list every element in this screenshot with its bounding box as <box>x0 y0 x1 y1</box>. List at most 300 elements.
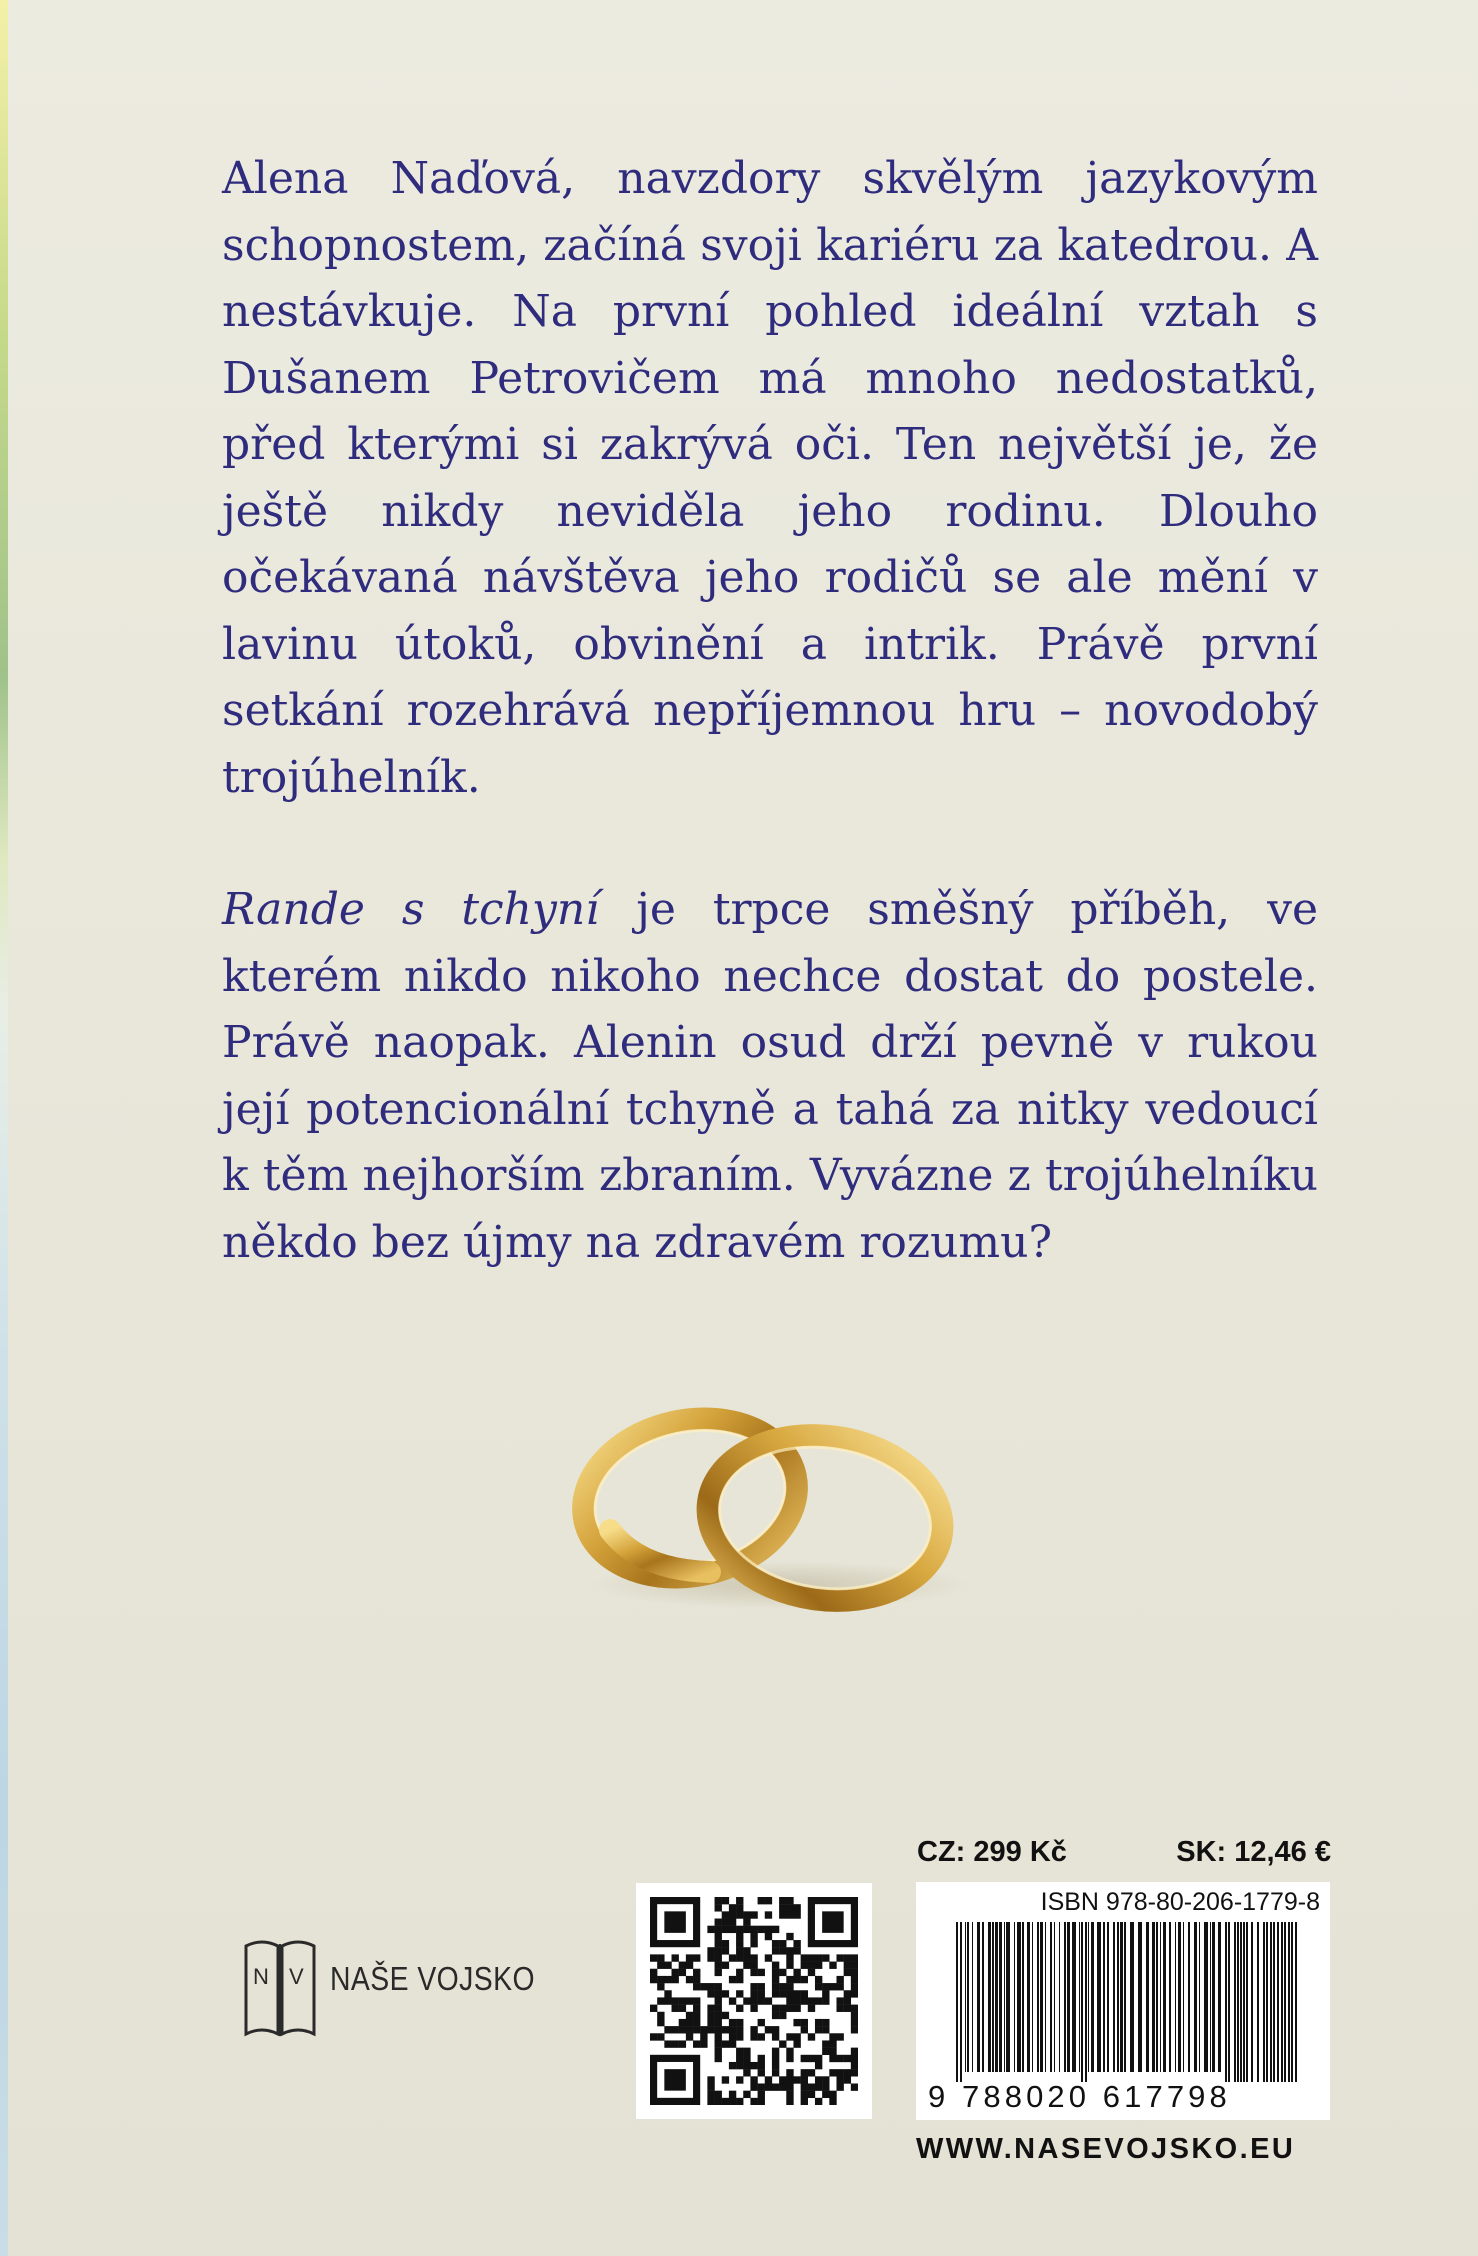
qr-module <box>700 1983 707 1990</box>
qr-module <box>736 1976 743 1983</box>
qr-module <box>772 2083 779 2090</box>
qr-module <box>786 1954 793 1961</box>
qr-module <box>722 1919 729 1926</box>
qr-module <box>786 2055 793 2062</box>
qr-module <box>765 1997 772 2004</box>
qr-module <box>765 2076 772 2083</box>
qr-module <box>808 2091 815 2098</box>
qr-module <box>693 2026 700 2033</box>
barcode-bar <box>1081 1922 1083 2082</box>
qr-module <box>815 2083 822 2090</box>
book-title-inline: Rande s tchyní <box>222 884 600 935</box>
qr-module <box>801 2069 808 2076</box>
qr-module <box>851 1954 858 1961</box>
qr-module <box>829 2098 836 2105</box>
barcode-bar <box>967 1922 969 2072</box>
barcode-bar <box>1251 1922 1253 2082</box>
qr-module <box>693 1983 700 1990</box>
back-cover-blurb <box>222 146 1318 1276</box>
barcode-bar <box>1175 1922 1176 2072</box>
qr-module <box>844 2055 851 2062</box>
qr-module <box>779 1904 786 1911</box>
qr-module <box>758 2069 765 2076</box>
qr-module <box>736 2098 743 2105</box>
qr-module <box>657 1976 664 1983</box>
barcode-bar <box>1240 1922 1242 2082</box>
qr-module <box>772 2069 779 2076</box>
qr-module <box>693 1976 700 1983</box>
qr-module <box>772 1976 779 1983</box>
qr-module <box>679 2005 686 2012</box>
qr-module <box>772 2048 779 2055</box>
qr-module <box>808 1969 815 1976</box>
qr-module <box>793 1990 800 1997</box>
qr-module <box>729 2062 736 2069</box>
qr-module <box>736 2048 743 2055</box>
qr-module <box>779 2040 786 2047</box>
barcode-bar <box>1064 1922 1066 2072</box>
qr-module <box>815 2098 822 2105</box>
qr-module <box>844 1997 851 2004</box>
qr-module <box>736 2019 743 2026</box>
qr-module <box>779 1911 786 1918</box>
qr-module <box>765 2026 772 2033</box>
barcode-bar <box>1037 1922 1039 2072</box>
qr-module <box>736 1897 743 1904</box>
barcode-bar <box>1156 1922 1158 2072</box>
barcode-bar <box>1277 1922 1279 2082</box>
qr-module <box>801 1990 808 1997</box>
barcode-bar <box>1183 1922 1184 2072</box>
qr-module <box>786 2083 793 2090</box>
qr-module <box>808 2083 815 2090</box>
barcode-bar <box>1263 1922 1265 2082</box>
qr-module <box>715 2055 722 2062</box>
barcode-bar <box>1228 1922 1230 2082</box>
barcode-bar <box>1288 1922 1290 2082</box>
qr-module <box>758 2019 765 2026</box>
qr-module <box>808 2055 815 2062</box>
barcode-bar <box>1027 1922 1030 2072</box>
qr-module <box>715 2026 722 2033</box>
qr-module <box>679 2019 686 2026</box>
barcode-bar <box>995 1922 998 2072</box>
qr-module <box>829 2069 836 2076</box>
qr-module <box>722 1940 729 1947</box>
qr-code <box>636 1883 872 2119</box>
barcode-bar <box>1138 1922 1142 2072</box>
barcode-bar <box>1004 1922 1005 2072</box>
qr-module <box>729 1904 736 1911</box>
qr-module <box>808 2033 815 2040</box>
qr-module <box>729 2040 736 2047</box>
barcode-bar <box>1204 1922 1208 2072</box>
qr-module <box>729 2026 736 2033</box>
qr-module <box>786 1962 793 1969</box>
qr-module <box>736 1926 743 1933</box>
qr-module <box>722 1990 729 1997</box>
qr-module <box>707 1990 714 1997</box>
qr-module <box>679 1969 686 1976</box>
barcode-bar <box>965 1922 966 2072</box>
barcode-bar <box>1188 1922 1190 2072</box>
barcode-bar <box>1085 1922 1087 2082</box>
qr-module <box>722 2026 729 2033</box>
qr-module <box>693 1954 700 1961</box>
barcode-bar <box>1199 1922 1200 2072</box>
qr-module <box>715 1990 722 1997</box>
barcode-bar <box>1270 1922 1272 2082</box>
qr-module <box>815 2019 822 2026</box>
qr-module <box>743 1926 750 1933</box>
qr-module <box>765 1933 772 1940</box>
qr-module <box>743 1919 750 1926</box>
barcode-bar <box>1097 1922 1101 2072</box>
qr-module <box>715 1954 722 1961</box>
qr-module <box>672 1976 679 1983</box>
qr-module <box>765 1897 772 1904</box>
qr-module <box>786 1911 793 1918</box>
barcode-bar <box>1246 1922 1248 2082</box>
barcode-bar <box>1022 1922 1024 2072</box>
qr-module <box>686 2012 693 2019</box>
qr-module <box>750 1962 757 1969</box>
qr-module <box>815 1962 822 1969</box>
qr-module <box>844 2076 851 2083</box>
qr-module <box>686 2019 693 2026</box>
qr-module <box>836 2069 843 2076</box>
qr-module <box>829 2048 836 2055</box>
barcode-bar <box>1120 1922 1123 2072</box>
qr-module <box>815 2062 822 2069</box>
qr-module <box>815 2076 822 2083</box>
qr-module <box>793 1947 800 1954</box>
qr-module <box>758 1997 765 2004</box>
qr-module <box>664 2026 671 2033</box>
barcode-bar <box>1163 1922 1166 2072</box>
qr-module <box>801 1954 808 1961</box>
qr-module <box>729 1954 736 1961</box>
qr-module <box>793 1940 800 1947</box>
price-sk: SK: 12,46 € <box>1176 1836 1331 1868</box>
qr-module <box>743 1962 750 1969</box>
qr-module <box>793 2005 800 2012</box>
qr-module <box>672 1954 679 1961</box>
barcode-bar <box>1295 1922 1297 2082</box>
barcode-bar <box>1237 1922 1239 2082</box>
barcode-bar <box>1234 1922 1236 2082</box>
qr-module <box>657 2019 664 2026</box>
qr-module <box>729 1997 736 2004</box>
qr-module <box>722 2040 729 2047</box>
qr-module <box>822 1997 829 2004</box>
qr-module <box>815 1983 822 1990</box>
qr-module <box>722 1926 729 1933</box>
barcode-bar <box>992 1922 994 2072</box>
qr-module <box>786 1976 793 1983</box>
qr-module <box>672 2005 679 2012</box>
barcode-bar <box>1017 1922 1021 2072</box>
qr-module <box>786 2098 793 2105</box>
qr-module <box>722 1911 729 1918</box>
barcode-bar <box>1194 1922 1197 2072</box>
qr-module <box>707 1947 714 1954</box>
qr-module <box>779 2076 786 2083</box>
barcode-bar <box>1225 1922 1227 2082</box>
barcode-bar <box>1284 1922 1286 2082</box>
qr-module <box>715 2048 722 2055</box>
qr-module <box>779 2012 786 2019</box>
qr-module <box>657 2012 664 2019</box>
barcode-bar <box>1006 1922 1010 2072</box>
barcode-bar <box>1273 1922 1275 2082</box>
barcode-bar <box>1050 1922 1052 2072</box>
publisher-name: NAŠE VOJSKO <box>330 1960 536 1997</box>
qr-module <box>750 1990 757 1997</box>
barcode-bar <box>1152 1922 1155 2072</box>
qr-module <box>715 2019 722 2026</box>
qr-module <box>715 2005 722 2012</box>
qr-module <box>672 2026 679 2033</box>
qr-module <box>786 2033 793 2040</box>
qr-module <box>779 2005 786 2012</box>
svg-text:V: V <box>289 1964 304 1989</box>
blurb-paragraph-1: Alena Naďová, navzdory skvělým jazykovým schopnostem, začíná svoji kariéru za katedrou. A nestávkuje. Na první pohled ideální vztah s Dušanem Petrovičem má mnoho nedostatků, před kterými si zakrývá oči. Ten největší je, že ještě nikdy neviděla jeho rodinu. Dlouho očekávaná návštěva jeho rodičů se ale mění v lavinu útoků, obvinění a intrik. Právě první setkání rozehrává nepříjemnou hru – novodobý trojúhelník. <box>222 153 1318 803</box>
qr-module <box>779 2083 786 2090</box>
qr-module <box>801 1962 808 1969</box>
qr-finder <box>664 2069 686 2091</box>
qr-module <box>758 2098 765 2105</box>
qr-module <box>736 1940 743 1947</box>
qr-module <box>772 1983 779 1990</box>
qr-module <box>743 1947 750 1954</box>
qr-module <box>786 2091 793 2098</box>
barcode-bar <box>972 1922 973 2072</box>
wedding-rings-image <box>570 1380 990 1620</box>
qr-module <box>715 1969 722 1976</box>
qr-module <box>822 2048 829 2055</box>
qr-module <box>844 1969 851 1976</box>
qr-module <box>772 1962 779 1969</box>
qr-module <box>851 2012 858 2019</box>
qr-module <box>679 2026 686 2033</box>
qr-module <box>758 2033 765 2040</box>
qr-module <box>700 2026 707 2033</box>
qr-module <box>808 1954 815 1961</box>
qr-module <box>743 2055 750 2062</box>
qr-module <box>851 2069 858 2076</box>
qr-module <box>693 2040 700 2047</box>
qr-module <box>736 2055 743 2062</box>
barcode-bar <box>1130 1922 1134 2072</box>
qr-module <box>822 2091 829 2098</box>
qr-module <box>851 1976 858 1983</box>
barcode-bar <box>1107 1922 1109 2072</box>
qr-module <box>808 2005 815 2012</box>
barcode-bar <box>1072 1922 1076 2072</box>
qr-module <box>715 2091 722 2098</box>
qr-module <box>715 1919 722 1926</box>
barcode-bar <box>1124 1922 1126 2072</box>
qr-module <box>786 1997 793 2004</box>
barcode-bar <box>1059 1922 1060 2072</box>
qr-module <box>822 1983 829 1990</box>
qr-module <box>750 1969 757 1976</box>
qr-module <box>801 2098 808 2105</box>
qr-module <box>844 2069 851 2076</box>
qr-module <box>772 2026 779 2033</box>
barcode-bar <box>1103 1922 1105 2072</box>
qr-module <box>758 1983 765 1990</box>
blurb-paragraph-2 <box>222 877 1318 1276</box>
qr-module <box>743 2069 750 2076</box>
qr-module <box>736 1933 743 1940</box>
qr-module <box>657 1983 664 1990</box>
barcode-bar <box>1014 1922 1015 2072</box>
qr-module <box>686 1997 693 2004</box>
qr-module <box>715 1904 722 1911</box>
qr-module <box>836 2083 843 2090</box>
qr-module <box>707 2098 714 2105</box>
barcode-bar <box>999 1922 1002 2072</box>
qr-module <box>750 2026 757 2033</box>
qr-module <box>715 1940 722 1947</box>
qr-module <box>715 2040 722 2047</box>
qr-module <box>750 2005 757 2012</box>
isbn-barcode <box>916 1882 1330 2120</box>
qr-module <box>650 1969 657 1976</box>
barcode-bar <box>977 1922 980 2072</box>
qr-module <box>750 1926 757 1933</box>
qr-module <box>793 1976 800 1983</box>
qr-module <box>700 2033 707 2040</box>
qr-module <box>715 2033 722 2040</box>
cover-edge-strip <box>0 0 8 2256</box>
qr-module <box>801 2083 808 2090</box>
qr-module <box>707 1926 714 1933</box>
qr-module <box>750 2098 757 2105</box>
qr-module <box>736 2033 743 2040</box>
qr-module <box>772 1990 779 1997</box>
qr-module <box>772 2012 779 2019</box>
qr-module <box>707 2005 714 2012</box>
barcode-bar <box>1054 1922 1055 2072</box>
qr-module <box>844 2005 851 2012</box>
barcode-bar <box>1117 1922 1119 2072</box>
qr-module <box>722 1897 729 1904</box>
qr-module <box>786 1990 793 1997</box>
qr-module <box>729 1926 736 1933</box>
qr-module <box>815 1954 822 1961</box>
qr-module <box>836 1997 843 2004</box>
barcode-bar <box>1067 1922 1070 2072</box>
qr-module <box>758 1990 765 1997</box>
qr-module <box>822 1990 829 1997</box>
qr-module <box>801 2055 808 2062</box>
qr-module <box>693 1997 700 2004</box>
qr-module <box>786 2005 793 2012</box>
qr-module <box>793 2019 800 2026</box>
qr-finder <box>664 1911 686 1933</box>
qr-module <box>793 1911 800 1918</box>
qr-module <box>829 2055 836 2062</box>
qr-module <box>772 2033 779 2040</box>
qr-module <box>801 1976 808 1983</box>
qr-module <box>664 2040 671 2047</box>
qr-module <box>729 1919 736 1926</box>
qr-module <box>750 1911 757 1918</box>
barcode-bar <box>1178 1922 1181 2072</box>
qr-module <box>772 2062 779 2069</box>
qr-module <box>650 2033 657 2040</box>
qr-module <box>822 2026 829 2033</box>
barcode-bar <box>1291 1922 1293 2082</box>
qr-module <box>829 1962 836 1969</box>
qr-module <box>851 2055 858 2062</box>
qr-module <box>786 2048 793 2055</box>
qr-module <box>822 2076 829 2083</box>
qr-module <box>765 1954 772 1961</box>
qr-module <box>679 2040 686 2047</box>
qr-module <box>686 1962 693 1969</box>
qr-module <box>729 2019 736 2026</box>
publisher-logo <box>238 1936 558 2046</box>
qr-module <box>772 2055 779 2062</box>
qr-module <box>693 2005 700 2012</box>
barcode-bar <box>1160 1922 1161 2072</box>
qr-module <box>844 1990 851 1997</box>
qr-module <box>772 1969 779 1976</box>
barcode-bar <box>988 1922 991 2072</box>
qr-module <box>736 1947 743 1954</box>
qr-module <box>722 1962 729 1969</box>
qr-module <box>672 1969 679 1976</box>
qr-module <box>793 2040 800 2047</box>
qr-module <box>786 1904 793 1911</box>
qr-module <box>758 1926 765 1933</box>
qr-module <box>765 1911 772 1918</box>
qr-module <box>822 2019 829 2026</box>
qr-module <box>851 2083 858 2090</box>
qr-module <box>743 2091 750 2098</box>
qr-module <box>750 1933 757 1940</box>
publisher-website: WWW.NASEVOJSKO.EU <box>916 2133 1296 2165</box>
qr-module <box>758 1969 765 1976</box>
barcode-bar <box>1045 1922 1046 2072</box>
qr-module <box>715 2012 722 2019</box>
qr-module <box>772 2005 779 2012</box>
qr-module <box>736 2005 743 2012</box>
qr-module <box>822 1954 829 1961</box>
qr-module <box>844 1962 851 1969</box>
qr-module <box>772 1926 779 1933</box>
qr-module <box>829 1983 836 1990</box>
qr-module <box>851 2026 858 2033</box>
qr-module <box>743 1954 750 1961</box>
qr-module <box>686 2033 693 2040</box>
qr-module <box>836 2055 843 2062</box>
qr-module <box>851 2005 858 2012</box>
qr-module <box>664 1976 671 1983</box>
qr-module <box>743 1911 750 1918</box>
qr-module <box>657 1962 664 1969</box>
qr-finder <box>822 1911 844 1933</box>
qr-module <box>715 2098 722 2105</box>
qr-module <box>758 1897 765 1904</box>
qr-module <box>801 2076 808 2083</box>
qr-module <box>664 1962 671 1969</box>
qr-module <box>758 2083 765 2090</box>
